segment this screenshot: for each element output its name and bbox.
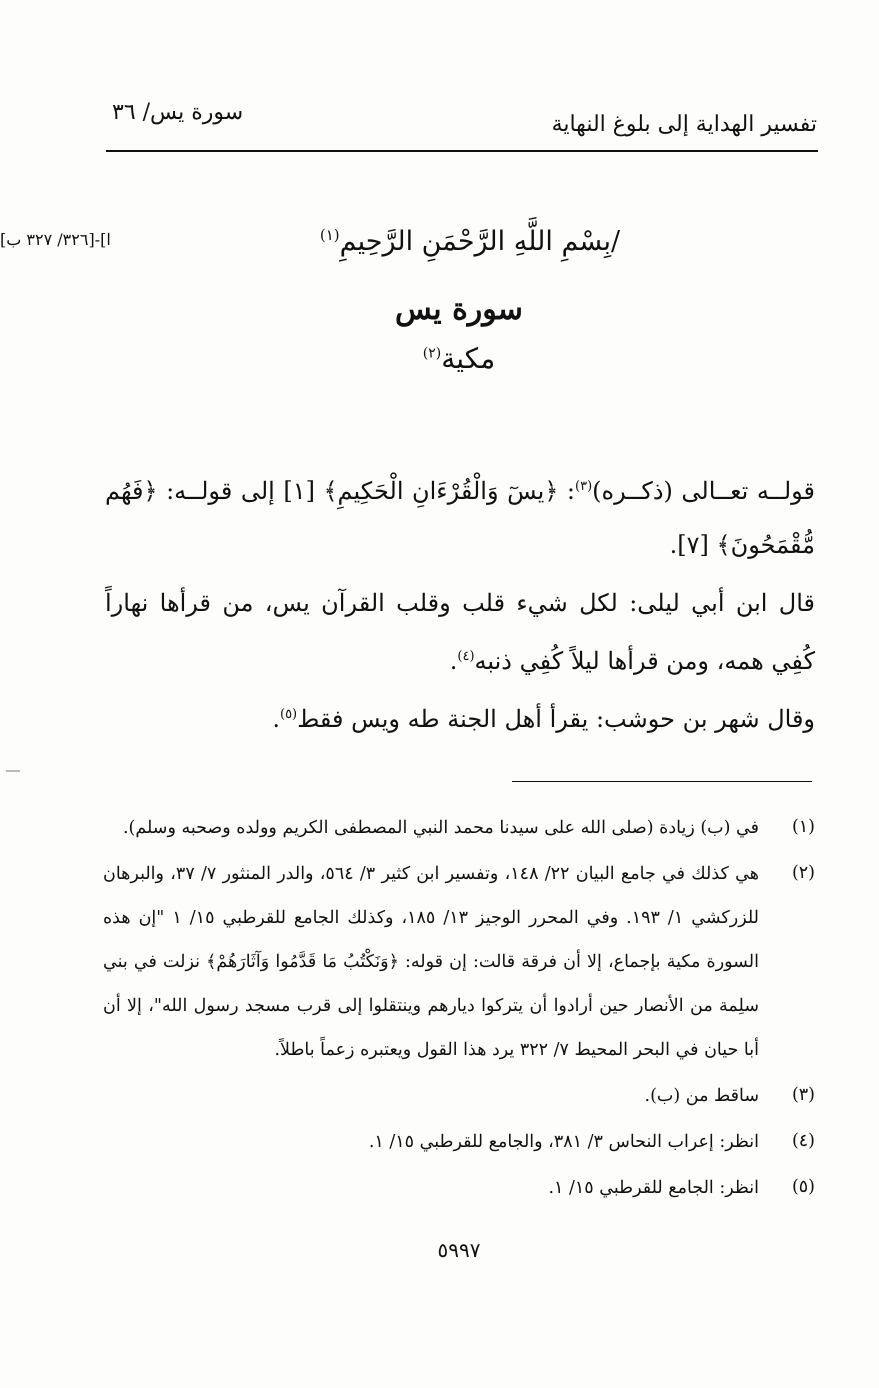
page-number: ٥٩٩٧ xyxy=(437,1238,481,1262)
footnote-item xyxy=(103,852,815,1072)
footnote-text: هي كذلك في جامع البيان ٢٢/ ١٤٨، وتفسير ابن كثير ٣/ ٥٦٤، والدر المنثور ٧/ ٣٧، والبرهان للزركشي ١/ ١٩٣. وفي المحرر الوجيز ١٣/ ١٨٥، وكذلك الجامع للقرطبي ١٥/ ١ "إن هذه السورة مكية بإجماع، إلا أن فرقة قالت: إن قوله: ﴿وَنَكْتُبُ مَا قَدَّمُوا وَآثَارَهُمْ﴾ نزلت في بني سلِمة من الأنصار حين أرادوا أن يتركوا ديارهم وينتقلوا إلى قرب مسجد رسول الله"، إلا أن أبا حيان في البحر المحيط ٧/ ٣٢٢ يرد هذا القول ويعتبره زعماً باطلاً. xyxy=(103,864,759,1060)
footnote-number: (٢) xyxy=(791,863,815,883)
footnote-text: انظر: الجامع للقرطبي ١٥/ ١. xyxy=(548,1178,759,1198)
p1-note-marker: (٣) xyxy=(575,479,593,494)
body-paragraph-shahr xyxy=(105,688,815,746)
footnote-number: (١) xyxy=(791,817,815,837)
p2-note-marker: (٤) xyxy=(457,649,475,664)
footnote-item xyxy=(103,1074,815,1118)
p2-end: . xyxy=(449,647,458,675)
basmala-text: /بِسْمِ اللَّهِ الرَّحْمَنِ الرَّحِيمِ xyxy=(339,226,621,257)
footnote-number: (٤) xyxy=(791,1131,815,1151)
body-paragraph-ibn-abi-layla xyxy=(105,576,815,688)
footnote-text: في (ب) زيادة (صلى الله على سيدنا محمد النبي المصطفى الكريم وولده وصحبه وسلم). xyxy=(122,818,759,838)
p2-text: قال ابن أبي ليلى: لكل شيء قلب وقلب القرآن يس، من قرأها نهاراً كُفِي همه، ومن قرأها ليلاً كُفِي ذنبه xyxy=(105,589,815,675)
p1-rest: : ﴿يسٓ وَالْقُرْءَانِ الْحَكِيمِ﴾ [١] إلى قولــه: ﴿فَهُم مُّقْمَحُونَ﴾ [٧]. xyxy=(105,477,815,559)
makkiyya-note-marker: (٢) xyxy=(422,345,442,362)
footnote-item xyxy=(103,806,815,850)
scan-artifact xyxy=(6,770,20,772)
basmala-note-marker: (١) xyxy=(319,226,340,244)
surah-classification xyxy=(0,342,879,375)
makkiyya-text: مكية xyxy=(441,342,496,375)
margin-manuscript-reference: [٣٢٦/ ٣٢٧ ب]-[ا xyxy=(0,230,111,249)
footnote-separator xyxy=(512,781,812,782)
surah-title: سورة يس xyxy=(395,292,523,327)
header-rule xyxy=(106,150,818,152)
footnote-number: (٥) xyxy=(791,1177,815,1197)
running-header-title: تفسير الهداية إلى بلوغ النهاية xyxy=(551,112,817,137)
p1-lead: قولــه تعــالى (ذكــره) xyxy=(592,477,816,505)
running-header-surah: سورة يس/ ٣٦ xyxy=(112,100,244,125)
p3-note-marker: (٥) xyxy=(279,707,298,722)
footnote-text: انظر: إعراب النحاس ٣/ ٣٨١، والجامع للقرطبي ١٥/ ١. xyxy=(368,1132,759,1152)
footnotes xyxy=(103,806,815,1210)
body-paragraph-verse xyxy=(105,460,815,572)
p3-text: وقال شهر بن حوشب: يقرأ أهل الجنة طه ويس فقط xyxy=(297,705,815,733)
footnote-number: (٣) xyxy=(791,1085,815,1105)
footnote-text: ساقط من (ب). xyxy=(644,1086,759,1106)
basmala xyxy=(280,226,660,257)
p3-end: . xyxy=(272,705,280,733)
footnote-item xyxy=(103,1120,815,1164)
footnote-item xyxy=(103,1166,815,1210)
